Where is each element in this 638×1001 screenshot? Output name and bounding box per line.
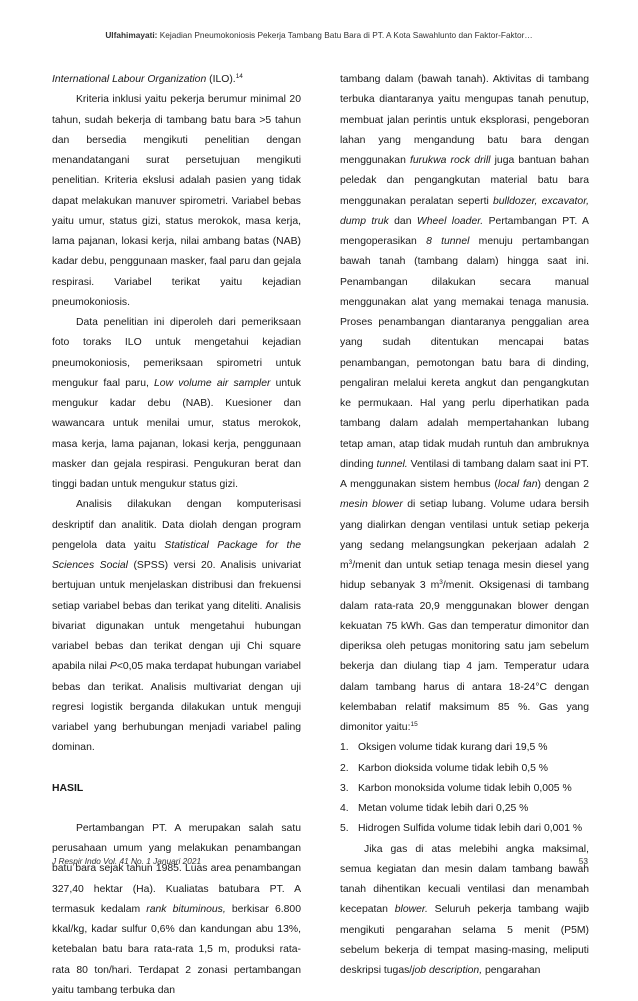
header-title: Kejadian Pneumokoniosis Pekerja Tambang Batu Bara di PT. A Kota Sawahlunto dan Faktor-Faktor… [157,30,533,40]
paragraph-criteria: Kriteria inklusi yaitu pekerja berumur minimal 20 tahun, sudah bekerja di tambang batu bara >5 tahun dan bersedia mengikuti penelitian dengan menandatangani surat persetujuan mengikuti penelitian. Kriteria ekslusi adalah pasien yang tidak dapat melakukan manuver spirometri. Variabel bebas yaitu umur, status gizi, status merokok, masa kerja, lama pajanan, lokasi kerja, nilai ambang batas (NAB) kadar debu, penggunaan masker, faal paru dan gejala respirasi. Variabel terikat yaitu kejadian pneumokoniosis. [52,94,301,308]
list-item: 3. Karbon monoksida volume tidak lebih 0,005 % [340,782,572,794]
section-heading-hasil: HASIL [52,782,84,794]
list-item: 5. Hidrogen Sulfida volume tidak lebih dari 0,001 % [340,823,583,835]
paragraph-analysis: Analisis dilakukan dengan komputerisasi deskriptif dan analitik. Data diolah dengan program pengelola data yaitu Statistical Package for the Sciences Social (SPSS) versi 20. Analisis univariat bertujuan untuk menjelaskan distribusi dan frekuensi setiap variabel bebas dan terikat yang diteliti. Analisis bivariat digunakan untuk mengetahui hubungan variabel bebas dan terikat dengan uji Chi square apabila nilai P<0,05 maka terdapat hubungan variabel bebas dan terikat. Analisis multivariat dengan uji regresi logistik berganda dilakukan untuk menguji variabel yang berhubungan menjadi variabel paling dominan. [52,499,301,754]
list-item: 4. Metan volume tidak lebih dari 0,25 % [340,803,529,814]
footer-journal: J Respir Indo Vol. 41 No. 1 Januari 2021 [52,856,202,866]
list-item: 2. Karbon dioksida volume tidak lebih 0,5 % [340,762,549,774]
paragraph-results: Pertambangan PT. A merupakan salah satu perusahaan umum yang melakukan penambangan batu bara sejak tahun 1985. Luas area penambangan 327,40 hektar (Ha). Kualiatas batubara PT. A termasuk kedalam rank bituminous, berkisar 6.800 kkal/kg, kadar sulfur 0,6% dan kandungan abu 13%, ketebalan batu bara rata-rata 1,5 m, produksi rata-rata 80 ton/hari. Terdapat 2 zonasi pertambangan yaitu tambang terbuka dan [52,822,301,996]
paragraph-ilo: International Labour Organization (ILO).$^{14}$ [52,73,243,85]
header-author: Ulfahimayati: [105,30,158,40]
page-number: 53 [578,856,588,866]
right-column [340,70,589,981]
gas-list [340,738,589,839]
paragraph-gas-limit: Jika gas di atas melebihi angka maksimal, semua kegiatan dan mesin dalam tambang bawah tanah dihentikan kecuali ventilasi dan menambah kecepatan blower. Seluruh pekerja tambang wajib mengikuti pengarahan selama 5 menit (P5M) sebelum bekerja di tempat masing-masing, meliputi deskripsi tugas/job description, pengarahan [340,843,589,976]
list-item: 1. Oksigen volume tidak kurang dari 19,5 % [340,742,548,754]
paragraph-mining: tambang dalam (bawah tanah). Aktivitas di tambang terbuka diantaranya yaitu mengupas tanah penutup, membuat jalan perintis untuk eksplorasi, pengeboran lahan yang mengandung batu bara dengan menggunakan furukwa rock drill juga bantuan bahan peledak dan pengangkutan material batu bara menggunakan peralatan seperti bulldozer, excavator, dump truk dan Wheel loader. Pertambangan PT. A mengoperasikan 8 tunnel menuju pertambangan bawah tanah (tambang dalam) hingga saat ini. Penambangan dilakukan secara manual menggunakan alat yang memakai tenaga manusia. Proses penambangan diantaranya penggalian area yang sudah ditentukan mencapai batas penambangan, pemotongan batu bara di dinding, pengaliran melalui kereta angkut dan pengangkutan ke permukaan. Hal yang perlu diperhatikan pada tambang dalam adalah mempertahankan lubang tetap aman, atap tidak mudah runtuh dan ambruknya dinding tunnel. Ventilasi di tambang dalam saat ini PT. A menggunakan sistem hembus (local fan) dengan 2 mesin blower di setiap lubang. Volume udara bersih yang dialirkan dengan ventilasi untuk setiap pekerja yang sedang melangsungkan pekerjaan adalah 2 $m^3$/menit dan untuk setiap tenaga mesin diesel yang hidup sebanyak 3 $m^3$/menit. Oksigenasi di tambang dalam rata-rata 20,9 menggunakan blower dengan kekuatan 75 kWh. Gas dan temperatur dimonitor dan diperiksa oleh petugas monitoring satu jam sebelum bekerja dan diulang tiap 4 jam. Temperatur udara dalam tambang harus di antara 18-24°C dengan kelembaban relatif maksimum 85 %. Gas yang dimonitor yaitu:$^{15}$ [340,74,590,733]
paragraph-data: Data penelitian ini diperoleh dari pemeriksaan foto toraks ILO untuk mengetahui kejadian pneumokoniosis, pemeriksaan spirometri untuk mengukur faal paru, Low volume air sampler untuk mengukur kadar debu (NAB). Kuesioner dan wawancara untuk menilai umur, status merokok, masa kerja, lama pajanan, lokasi kerja, penggunaan masker dan gejala respirasi. Pengukuran berat dan tinggi badan untuk mengukur status gizi. [52,317,301,490]
running-header [0,30,638,40]
